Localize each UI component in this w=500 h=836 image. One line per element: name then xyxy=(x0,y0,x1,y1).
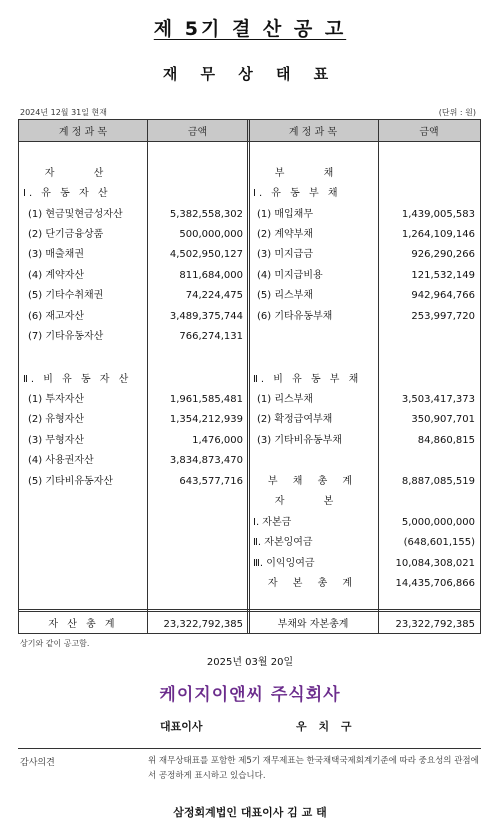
col-divider xyxy=(147,120,148,633)
liabilities-heading: 부 채 xyxy=(274,168,352,179)
left-row-amount: 1,354,212,939 xyxy=(169,414,243,425)
right-row-amount: 10,084,308,021 xyxy=(395,558,475,569)
right-row-label: (1) 리스부채 xyxy=(257,394,313,405)
right-row-label: Ⅰ. 자본금 xyxy=(253,517,292,528)
left-row-label: (5) 기타수취채권 xyxy=(28,290,104,301)
ceo-name: 우 치 구 xyxy=(296,720,356,733)
equity-heading: 자 본 xyxy=(274,496,352,507)
left-row-label: (5) 기타비유동자산 xyxy=(28,476,113,487)
left-row-amount: 643,577,716 xyxy=(179,476,243,487)
right-row-amount: 1,264,109,146 xyxy=(401,229,475,240)
left-row-label: (7) 기타유동자산 xyxy=(28,331,104,342)
current-liabilities-heading: Ⅰ. 유 동 부 채 xyxy=(253,188,341,199)
right-row-amount: 942,964,766 xyxy=(411,290,475,301)
as-of-date: 2024년 12월 31일 현재 xyxy=(20,108,107,117)
publish-date: 2025년 03월 20일 xyxy=(206,657,294,668)
right-row-label: (1) 매입채무 xyxy=(257,209,313,220)
total-liabilities-amount: 8,887,085,519 xyxy=(401,476,475,487)
header-right-amount: 금액 xyxy=(378,120,480,142)
right-row-label: Ⅲ. 이익잉여금 xyxy=(253,558,315,569)
left-row-amount: 500,000,000 xyxy=(179,229,243,240)
header-left-account: 계 정 과 목 xyxy=(19,120,147,142)
left-row-label: (3) 무형자산 xyxy=(28,435,84,446)
right-row-amount: 926,290,266 xyxy=(411,249,475,260)
left-row-amount: 3,489,375,744 xyxy=(169,311,243,322)
right-row-amount: 84,860,815 xyxy=(417,435,475,446)
left-row-label: (4) 사용권자산 xyxy=(28,455,94,466)
footnote: 상기와 같이 공고함. xyxy=(20,639,90,648)
left-row-amount: 4,502,950,127 xyxy=(169,249,243,260)
left-row-amount: 1,476,000 xyxy=(192,435,243,446)
right-row-amount: 5,000,000,000 xyxy=(401,517,475,528)
right-row-label: (5) 리스부채 xyxy=(257,290,313,301)
left-row-label: (1) 투자자산 xyxy=(28,394,84,405)
total-liabilities-equity-label: 부채와 자본총계 xyxy=(277,619,349,630)
left-row-label: (2) 유형자산 xyxy=(28,414,84,425)
right-row-label: Ⅱ. 자본잉여금 xyxy=(253,537,313,548)
current-assets-heading: Ⅰ. 유 동 자 산 xyxy=(23,188,111,199)
left-row-amount: 1,961,585,481 xyxy=(169,394,243,405)
unit-label: (단위 : 원) xyxy=(438,108,476,117)
right-row-amount: (648,601,155) xyxy=(403,537,475,548)
right-row-amount: 121,532,149 xyxy=(411,270,475,281)
left-row-amount: 3,834,873,470 xyxy=(169,455,243,466)
right-row-label: (2) 계약부채 xyxy=(257,229,313,240)
left-row-amount: 5,382,558,302 xyxy=(169,209,243,220)
divider-line xyxy=(18,748,481,749)
left-row-amount: 766,274,131 xyxy=(179,331,243,342)
header-left-amount: 금액 xyxy=(147,120,248,142)
right-row-label: (3) 기타비유동부채 xyxy=(257,435,342,446)
audit-opinion: 위 재무상태표를 포함한 제5기 재무제표는 한국채택국제회계기준에 따라 중요성의 관점에서 공정하게 표시하고 있습니다. xyxy=(148,756,479,781)
total-liabilities-label: 부 채 총 계 xyxy=(267,476,359,487)
left-row-label: (3) 매출채권 xyxy=(28,249,84,260)
right-row-label: (6) 기타유동부채 xyxy=(257,311,333,322)
total-equity-label: 자 본 총 계 xyxy=(267,578,359,589)
ceo-label: 대표이사 xyxy=(160,720,203,733)
totals-separator xyxy=(19,609,480,612)
left-row-label: (2) 단기금융상품 xyxy=(28,229,104,240)
total-liabilities-equity-amount: 23,322,792,385 xyxy=(395,619,475,630)
right-row-amount: 3,503,417,373 xyxy=(401,394,475,405)
total-assets-label: 자 산 총 계 xyxy=(48,619,118,630)
assets-heading: 자 산 xyxy=(44,168,122,179)
right-row-amount: 253,997,720 xyxy=(411,311,475,322)
col-divider xyxy=(378,120,379,633)
left-row-amount: 74,224,475 xyxy=(185,290,243,301)
left-row-label: (6) 재고자산 xyxy=(28,311,84,322)
audit-label: 감사의견 xyxy=(20,758,55,768)
left-row-label: (1) 현금및현금성자산 xyxy=(28,209,123,220)
notice-title: 제 5기 결 산 공 고 xyxy=(153,18,347,40)
header-right-account: 계 정 과 목 xyxy=(248,120,378,142)
total-equity-amount: 14,435,706,866 xyxy=(395,578,475,589)
noncurrent-liabilities-heading: Ⅱ. 비 유 동 부 채 xyxy=(253,374,362,385)
auditor-signature: 삼정회계법인 대표이사 김 교 태 xyxy=(173,806,327,819)
right-row-amount: 350,907,701 xyxy=(411,414,475,425)
right-row-amount: 1,439,005,583 xyxy=(401,209,475,220)
right-row-label: (3) 미지급금 xyxy=(257,249,313,260)
total-assets-amount: 23,322,792,385 xyxy=(163,619,243,630)
col-divider-double xyxy=(247,120,250,633)
noncurrent-assets-heading: Ⅱ. 비 유 동 자 산 xyxy=(23,374,132,385)
left-row-label: (4) 계약자산 xyxy=(28,270,84,281)
company-name: 케이지이앤씨 주식회사 xyxy=(159,685,341,705)
right-row-label: (2) 확정급여부채 xyxy=(257,414,333,425)
statement-title: 재 무 상 태 표 xyxy=(162,65,338,83)
left-row-amount: 811,684,000 xyxy=(179,270,243,281)
balance-sheet-table xyxy=(18,119,481,634)
right-row-label: (4) 미지급비용 xyxy=(257,270,323,281)
